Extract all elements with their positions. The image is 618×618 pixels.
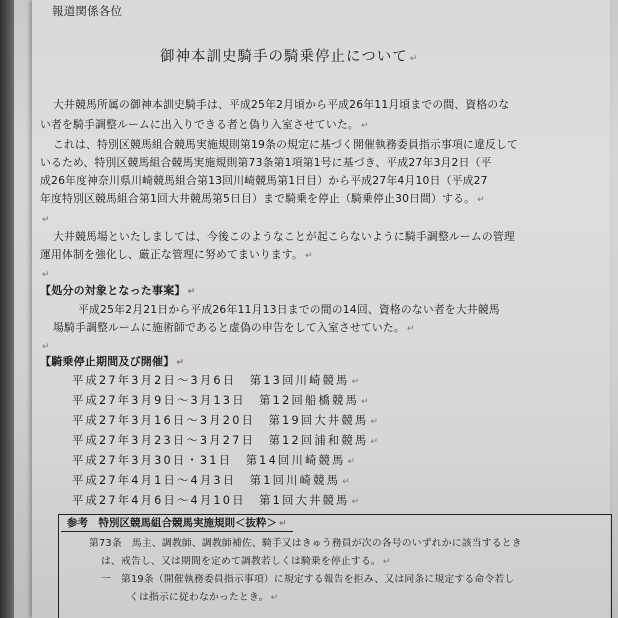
return-mark-icon: ↵ xyxy=(42,270,50,280)
return-mark-icon: ↵ xyxy=(409,54,419,64)
return-mark-icon: ↵ xyxy=(42,342,50,352)
intro-paragraph-3-line-1: 大井競馬場といたしましては、今後このようなことが起こらないように騎手調整ルームの管理 xyxy=(53,230,515,243)
suspension-row: 平成27年3月16日～3月20日 第19回大井競馬 ↵ xyxy=(72,414,381,427)
reference-line-4: くは指示に従わなかったとき。 ↵ xyxy=(129,592,279,603)
suspension-row: 平成27年3月2日～3月6日 第13回川崎競馬 ↵ xyxy=(72,374,362,387)
intro-paragraph-2-line-4: 年度特別区競馬組合第1回大井競馬第5日目）まで騎乗を停止（騎乗停止30日間）する。 ↵ xyxy=(40,192,485,205)
document-title: 御神本訓史騎手の騎乗停止について ↵ xyxy=(160,49,419,65)
return-mark-icon: ↵ xyxy=(279,519,287,529)
blank-line-mark xyxy=(40,267,50,282)
suspension-row: 平成27年4月6日～4月10日 第1回大井競馬 ↵ xyxy=(72,494,362,507)
intro-paragraph-1-line-1: 大井競馬所属の御神本訓史騎手は、平成25年2月頃から平成26年11月頃までの間、資格のな xyxy=(53,98,510,111)
suspension-row: 平成27年3月23日～3月27日 第12回浦和競馬 ↵ xyxy=(72,434,381,447)
return-mark-icon: ↵ xyxy=(370,417,381,427)
suspension-row: 平成27年4月1日～4月3日 第1回川崎競馬 ↵ xyxy=(72,474,352,487)
return-mark-icon: ↵ xyxy=(270,593,279,603)
return-mark-icon: ↵ xyxy=(351,377,362,387)
return-mark-icon: ↵ xyxy=(305,251,313,261)
return-mark-icon: ↵ xyxy=(360,121,369,131)
return-mark-icon: ↵ xyxy=(176,358,185,368)
blank-line-mark xyxy=(40,212,50,227)
intro-paragraph-2-line-2: いるため、特別区競馬組合競馬実施規則第73条第1項第1号に基づき、平成27年3月2日（平 xyxy=(40,156,492,169)
return-mark-icon: ↵ xyxy=(347,457,358,467)
return-mark-icon: ↵ xyxy=(360,397,371,407)
intro-paragraph-1-line-2: い者を騎手調整ルームに出入りできる者と偽り入室させていた。 ↵ xyxy=(40,118,369,131)
violation-line-2: 場騎手調整ルームに施術師であると虚偽の申告をして入室させていた。 ↵ xyxy=(53,321,415,334)
blank-line-mark xyxy=(40,339,50,354)
suspension-heading: 【騎乗停止期間及び開催】 ↵ xyxy=(40,355,185,368)
return-mark-icon: ↵ xyxy=(42,215,50,225)
violation-line-1: 平成25年2月21日から平成26年11月13日までの間の14回、資格のない者を大井競馬 xyxy=(78,303,500,316)
return-mark-icon: ↵ xyxy=(370,437,381,447)
reference-line-1: 第73条 馬主、調教師、調教師補佐、騎手又はきゅう務員が次の各号のいずれかに該当するとき xyxy=(89,538,522,549)
suspension-row: 平成27年3月30日・31日 第14回川崎競馬 ↵ xyxy=(72,454,358,467)
return-mark-icon: ↵ xyxy=(187,287,196,297)
suspension-row: 平成27年3月9日～3月13日 第12回船橋競馬 ↵ xyxy=(72,394,371,407)
reference-line-2: は、戒告し、又は期間を定めて調教若しくは騎乗を停止する。 ↵ xyxy=(101,556,391,567)
return-mark-icon: ↵ xyxy=(406,324,415,334)
intro-paragraph-3-line-2: 運用体制を強化し、厳正な管理に努めてまいります。 ↵ xyxy=(40,248,313,261)
intro-paragraph-2-line-3: 成26年度神奈川県川崎競馬組合第13回川崎競馬第1日目）から平成27年4月10日（平成27 xyxy=(40,174,488,187)
return-mark-icon: ↵ xyxy=(351,497,362,507)
return-mark-icon: ↵ xyxy=(342,477,352,487)
reference-tab: 参考 特別区競馬組合競馬実施規則＜抜粋＞ ↵ xyxy=(61,515,293,532)
return-mark-icon: ↵ xyxy=(477,195,485,205)
intro-paragraph-2-line-1: これは、特別区競馬組合競馬実施規則第19条の規定に基づく開催執務委員指示事項に違反して xyxy=(53,138,519,151)
reference-line-3: 一 第19条（開催執務委員指示事項）に規定する報告を拒み、又は同条に規定する命令若し xyxy=(101,574,515,585)
window-edge xyxy=(0,0,14,618)
addressee: 報道関係各位 xyxy=(52,4,123,18)
reference-box xyxy=(58,514,612,618)
document-page[interactable] xyxy=(32,0,610,618)
violation-heading: 【処分の対象となった事案】 ↵ xyxy=(40,284,196,297)
return-mark-icon: ↵ xyxy=(382,557,391,567)
